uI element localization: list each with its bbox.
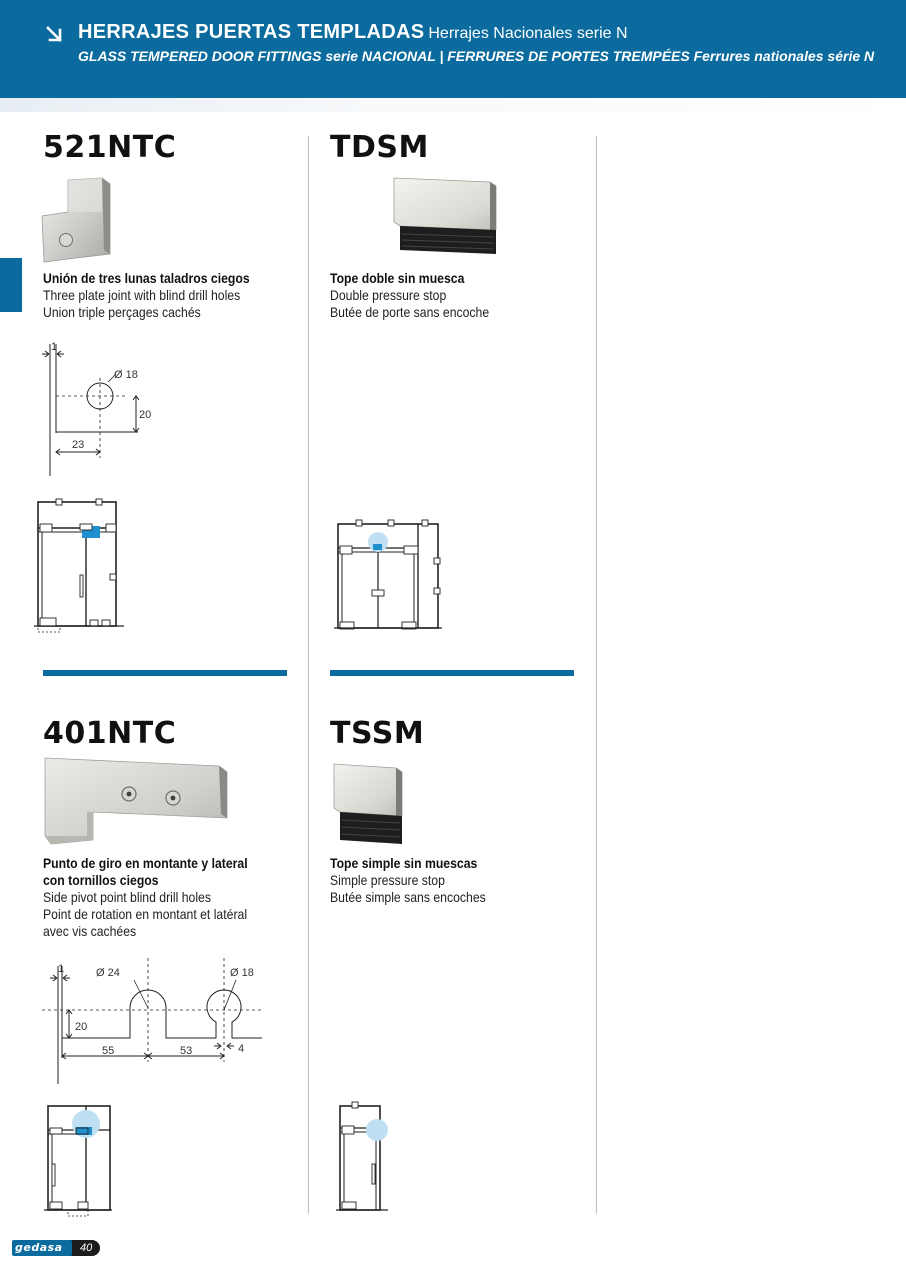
dim-diameter-left: Ø 24 (96, 967, 120, 979)
desc-es: Punto de giro en montante y lateral (43, 856, 248, 871)
product-code-521ntc: 521NTC (43, 130, 177, 165)
dim-thickness: 1 (58, 963, 65, 975)
installation-diagram-tdsm (332, 518, 444, 636)
dim-width-left: 55 (102, 1045, 115, 1057)
product-desc-tdsm (330, 270, 489, 321)
header-shadow (0, 98, 906, 112)
header-title-main: HERRAJES PUERTAS TEMPLADAS (78, 21, 425, 43)
desc-es: Tope simple sin muescas (330, 856, 478, 871)
product-code-tdsm: TDSM (330, 130, 429, 165)
brand-logo-text: gedasa (15, 1241, 63, 1254)
product-desc-401ntc (43, 855, 248, 940)
desc-es-2: con tornillos ciegos (43, 873, 159, 888)
section-bar (43, 670, 287, 676)
desc-es: Tope doble sin muesca (330, 271, 465, 286)
product-photo-tdsm (392, 174, 500, 258)
product-desc-tssm (330, 855, 486, 906)
dimension-drawing-521ntc (38, 338, 168, 480)
product-photo-401ntc (43, 756, 231, 846)
product-photo-521ntc (40, 176, 114, 264)
installation-diagram-tssm (334, 1100, 390, 1218)
dim-width: 23 (72, 439, 85, 451)
section-bar (330, 670, 574, 676)
product-desc-521ntc (43, 270, 250, 321)
desc-fr: Point de rotation en montant et latéral (43, 907, 248, 922)
desc-fr: Union triple perçages cachés (43, 305, 201, 320)
page-number: 40 (80, 1242, 93, 1254)
installation-diagram-401ntc (42, 1100, 114, 1218)
column-divider (308, 136, 309, 1214)
desc-en: Double pressure stop (330, 288, 447, 303)
product-code-tssm: TSSM (330, 716, 425, 751)
installation-diagram-521ntc (34, 498, 126, 634)
desc-en: Simple pressure stop (330, 873, 445, 888)
desc-fr: Butée simple sans encoches (330, 890, 486, 905)
section-tab (0, 258, 22, 312)
dim-width-right: 53 (180, 1045, 193, 1057)
desc-en: Three plate joint with blind drill holes (43, 288, 241, 303)
column-divider (596, 136, 597, 1214)
product-photo-tssm (332, 760, 406, 848)
page-header (0, 0, 906, 98)
dim-thickness: 1 (51, 341, 58, 353)
dimension-drawing-401ntc (38, 958, 268, 1088)
footer-brand (12, 1240, 93, 1256)
header-title-suffix: Herrajes Nacionales serie N (428, 25, 628, 42)
header-subtitle: GLASS TEMPERED DOOR FITTINGS serie NACIONAL | FERRURES DE PORTES TREMPÉES Ferrures nationales série N (78, 48, 875, 64)
dim-offset: 4 (238, 1043, 245, 1055)
desc-fr: Butée de porte sans encoche (330, 305, 490, 320)
dim-diameter-right: Ø 18 (230, 967, 254, 979)
brand-logo (12, 1240, 72, 1256)
header-title (78, 21, 628, 44)
desc-en: Side pivot point blind drill holes (43, 890, 211, 905)
arrow-down-right-icon (44, 24, 66, 46)
desc-fr-2: avec vis cachées (43, 924, 137, 939)
product-code-401ntc: 401NTC (43, 716, 177, 751)
dim-diameter: Ø 18 (114, 369, 138, 381)
desc-es: Unión de tres lunas taladros ciegos (43, 271, 250, 286)
dim-height: 20 (75, 1021, 88, 1033)
dim-height: 20 (139, 409, 152, 421)
